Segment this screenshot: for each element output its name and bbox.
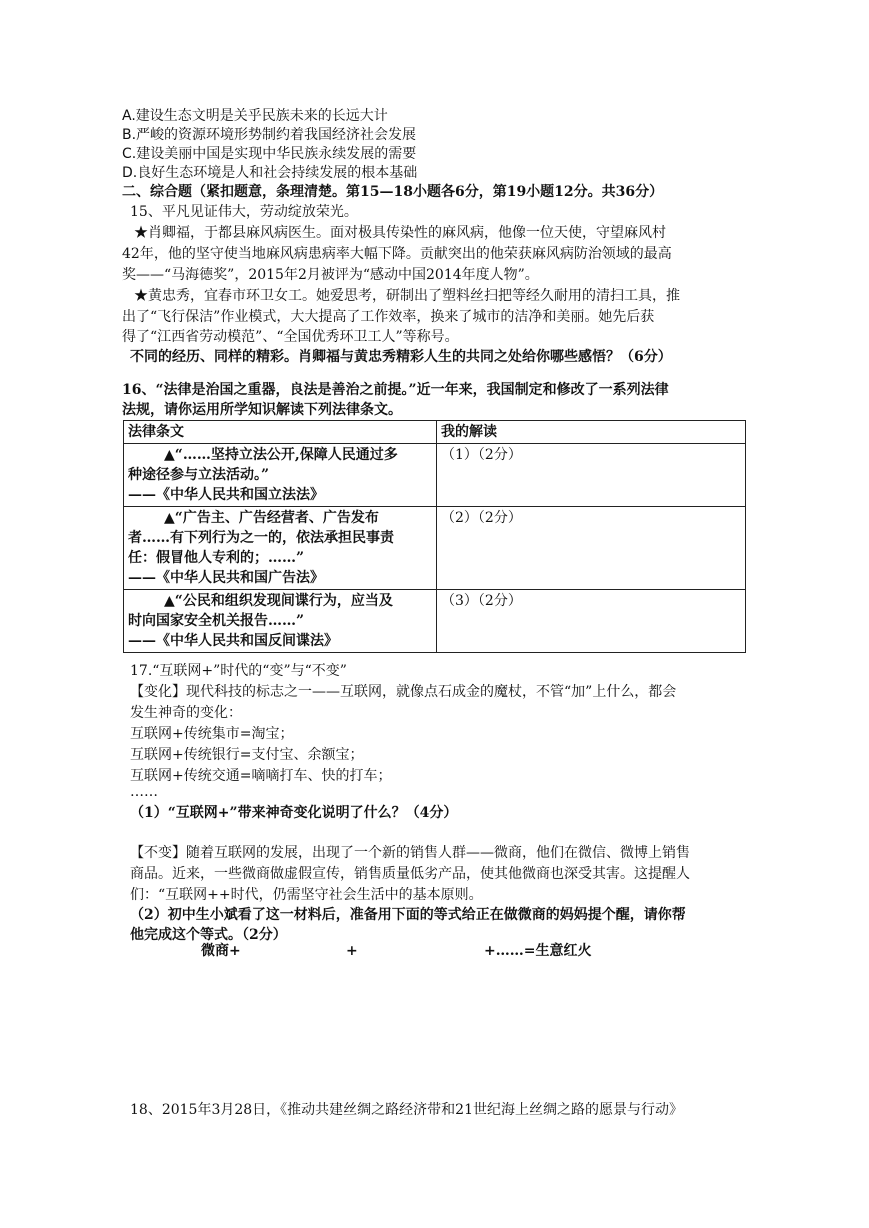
q15-question: 不同的经历、同样的精彩。肖卿福与黄忠秀精彩人生的共同之处给你哪些感悟？（6分） bbox=[130, 349, 672, 365]
option-c: C.建设美丽中国是实现中华民族永续发展的需要 bbox=[122, 146, 417, 162]
law-text-line: 种途径参与立法活动。” bbox=[128, 467, 270, 483]
law-text-line: 时向国家安全机关报告……” bbox=[128, 613, 305, 629]
section-heading: 二、综合题（紧扣题意，条理清楚。第15—18小题各6分，第19小题12分。共36分） bbox=[122, 184, 664, 200]
header-interpretation: 我的解读 bbox=[437, 421, 746, 444]
answer-cell[interactable] bbox=[437, 590, 746, 653]
q15-p2-line2: 出了“飞行保洁”作业模式，大大提高了工作效率，换来了城市的洁净和美丽。她先后获 bbox=[122, 309, 655, 325]
law-table-header bbox=[124, 421, 746, 444]
q17-question2-line1: （2）初中生小斌看了这一材料后，准备用下面的等式给正在做微商的妈妈提个醒，请你帮 bbox=[130, 907, 686, 923]
law-cell bbox=[124, 444, 437, 507]
q17-ellipsis: …… bbox=[130, 784, 158, 800]
q17-nochange-line3: 们：“互联网++时代，仍需坚守社会生活中的基本原则。 bbox=[130, 887, 483, 903]
answer-cell[interactable] bbox=[437, 444, 746, 507]
answer-label: （1）（2分） bbox=[441, 447, 522, 463]
table-row bbox=[124, 444, 746, 507]
law-text-line: 者……有下列行为之一的，依法承担民事责 bbox=[128, 530, 394, 546]
law-text-line: ▲“公民和组织发现间谍行为，应当及 bbox=[164, 593, 393, 609]
answer-label: （3）（2分） bbox=[441, 593, 522, 609]
q17-nochange-line1: 【不变】随着互联网的发展，出现了一个新的销售人群——微商，他们在微信、微博上销售 bbox=[130, 845, 690, 861]
q18-text: 18、2015年3月28日，《推动共建丝绸之路经济带和21世纪海上丝绸之路的愿景与行动》 bbox=[130, 1102, 683, 1118]
option-d: D.良好生态环境是人和社会持续发展的根本基础 bbox=[122, 165, 418, 181]
law-text-line: ▲“……坚持立法公开,保障人民通过多 bbox=[164, 447, 398, 463]
q15-p1-line2: 42年，他的坚守使当地麻风病患病率大幅下降。贡献突出的他荣获麻风病防治领域的最高 bbox=[122, 246, 672, 262]
q17-question2-line2: 他完成这个等式。（2分） bbox=[130, 927, 287, 943]
q17-change-line1: 【变化】现代科技的标志之一——互联网，就像点石成金的魔杖，不管“加”上什么，都会 bbox=[130, 684, 677, 700]
law-cell bbox=[124, 590, 437, 653]
q17-change-line2: 发生神奇的变化： bbox=[130, 705, 242, 721]
formula-part3: +……=生意红火 bbox=[484, 943, 592, 959]
q17-title: 17.“互联网+”时代的“变”与“不变” bbox=[130, 663, 347, 679]
q17-example: 互联网+传统银行=支付宝、余额宝； bbox=[130, 747, 364, 763]
q15-p1-line1: ★肖卿福，于都县麻风病医生。面对极具传染性的麻风病，他像一位天使，守望麻风村 bbox=[134, 225, 666, 241]
law-text-line: 任：假冒他人专利的；……” bbox=[128, 550, 305, 566]
option-a: A.建设生态文明是关乎民族未来的长远大计 bbox=[122, 108, 388, 124]
table-row bbox=[124, 590, 746, 653]
option-b: B.严峻的资源环境形势制约着我国经济社会发展 bbox=[122, 127, 417, 143]
answer-cell[interactable] bbox=[437, 507, 746, 590]
law-source: ——《中华人民共和国立法法》 bbox=[128, 487, 324, 503]
q17-example: 互联网+传统交通=嘀嘀打车、快的打车； bbox=[130, 768, 392, 784]
q16-intro-line2: 法规，请你运用所学知识解读下列法律条文。 bbox=[122, 402, 402, 418]
law-source: ——《中华人民共和国反间谍法》 bbox=[128, 633, 338, 649]
q15-p1-line3: 奖——“马海德奖”，2015年2月被评为“感动中国2014年度人物”。 bbox=[122, 267, 539, 283]
header-law: 法律条文 bbox=[124, 421, 437, 444]
q17-question1: （1）“互联网+”带来神奇变化说明了什么？（4分） bbox=[130, 805, 458, 821]
law-cell bbox=[124, 507, 437, 590]
answer-label: （2）（2分） bbox=[441, 510, 522, 526]
q17-nochange-line2: 商品。近来，一些微商做虚假宣传，销售质量低劣产品，使其他微商也深受其害。这提醒人 bbox=[130, 866, 690, 882]
q15-p2-line1: ★黄忠秀，宜春市环卫女工。她爱思考，研制出了塑料丝扫把等经久耐用的清扫工具，推 bbox=[134, 288, 680, 304]
formula-part2: + bbox=[346, 943, 358, 959]
formula-part1: 微商+ bbox=[201, 943, 241, 959]
q17-example: 互联网+传统集市=淘宝； bbox=[130, 726, 294, 742]
law-text-line: ▲“广告主、广告经营者、广告发布 bbox=[164, 510, 379, 526]
law-table bbox=[123, 420, 746, 653]
q16-intro-line1: 16、“法律是治国之重器，良法是善治之前提。”近一年来，我国制定和修改了一系列法律 bbox=[122, 382, 669, 398]
q15-p2-line3: 得了“江西省劳动模范”、“全国优秀环卫工人”等称号。 bbox=[122, 329, 459, 345]
q15-title: 15、平凡见证伟大，劳动绽放荣光。 bbox=[130, 204, 358, 220]
table-row bbox=[124, 507, 746, 590]
law-source: ——《中华人民共和国广告法》 bbox=[128, 570, 324, 586]
